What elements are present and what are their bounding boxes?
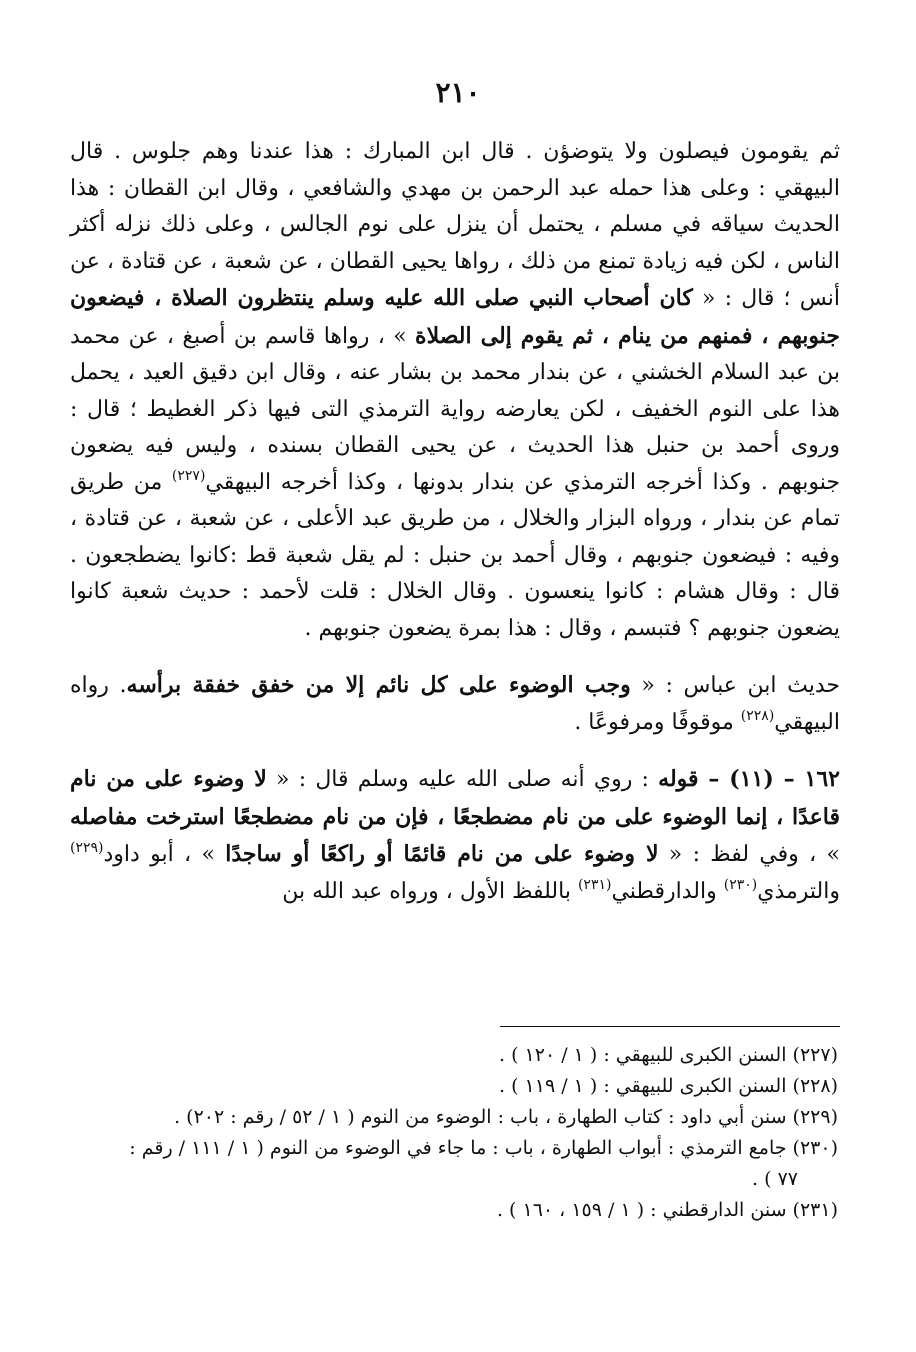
text-run: والدارقطني (611, 878, 724, 904)
footnote-ref-228: (٢٢٨) (740, 707, 775, 724)
footnote-228: (٢٢٨) السنن الكبرى للبيهقي : ( ١ / ١١٩ ) . (499, 1075, 838, 1097)
footnotes (70, 1040, 838, 1226)
text-run: » ، أبو داود (103, 842, 226, 867)
bold-quote: كان أصحاب النبي صلى الله عليه وسلم ينتظرون الصلاة ، فيضعون جنوبهم ، فمنهم من ينام ، ثم يقوم إلى الصلاة (70, 285, 841, 349)
text-run: من طريق تمام عن بندار ، ورواه البزار والخلال ، من طريق عبد الأعلى ، عن شعبة ، عن قتادة ، وفيه : فيضعون جنوبهم ، وقال أحمد بن حنبل : لم يقل شعبة قط :كانوا يضطجعون . قال : وقال هشام : كانوا ينعسون . وقال الخلال : قلت لأحمد : حديث شعبة كانوا يضعون جنوبهم ؟ فتبسم ، وقال : هذا بمرة يضعون جنوبهم . (70, 469, 840, 641)
footnote-ref-231: (٢٣١) (577, 876, 612, 893)
paragraph-1 (70, 134, 840, 647)
footnote-230: (٢٣٠) جامع الترمذي : أبواب الطهارة ، باب : ما جاء في الوضوء من النوم ( ١ / ١١١ / رقم : (129, 1137, 838, 1159)
text-run: والترمذي (757, 878, 840, 904)
footnote-separator (500, 1026, 840, 1027)
text-run: باللفظ الأول ، ورواه عبد الله بن (282, 878, 578, 904)
paragraph-2 (70, 667, 840, 741)
footnote-230-continued: ٧٧ ) . (752, 1168, 798, 1190)
main-text (70, 134, 840, 910)
text-run: » ، رواها قاسم بن أصبغ ، عن محمد بن عبد السلام الخشني ، عن بندار محمد بن بشار عنه ، وقال ابن دقيق العيد ، يحمل هذا على النوم الخفيف ، لكن يعارضه رواية الترمذي التى فيها ذكر الغطيط ؛ قال : وروى أحمد بن حنبل هذا الحديث ، عن يحيى القطان بسنده ، وليس فيه يضعون جنوبهم . وكذا أخرجه الترمذي عن بندار بدونها ، وكذا أخرجه البيهقي (70, 323, 841, 495)
text-run: ثم يقومون فيصلون ولا يتوضؤن . قال ابن المبارك : هذا عندنا وهم جلوس . قال البيهقي : وعلى هذا حمله عبد الرحمن بن مهدي والشافعي ، وقال ابن القطان : هذا الحديث سياقه في مسلم ، يحتمل أن ينزل على نوم الجالس ، وعلى ذلك نزله أكثر الناس ، لكن فيه زيادة تمنع من ذلك ، رواها يحيى القطان ، عن شعبة ، عن قتادة ، عن أنس ؛ قال : « (70, 139, 840, 311)
page-number: ٢١٠ (435, 76, 481, 109)
footnote-231: (٢٣١) سنن الدارقطني : ( ١ / ١٥٩ ، ١٦٠ ) . (496, 1199, 838, 1221)
footnote-ref-227: (٢٢٧) (171, 467, 206, 484)
text-run: موقوفًا ومرفوعًا . (574, 709, 741, 735)
entry-number: ١٦٢ – (١١) – قوله (658, 766, 840, 792)
text-run: : روي أنه صلى الله عليه وسلم قال : « (266, 767, 659, 792)
bold-quote: وجب الوضوء على كل نائم إلا من خفق خفقة برأسه (126, 672, 631, 698)
footnote-ref-230: (٢٣٠) (723, 876, 758, 893)
paragraph-3 (70, 761, 840, 910)
bold-quote: لا وضوء على من نام قائمًا أو راكعًا أو ساجدًا (225, 841, 659, 867)
footnote-227: (٢٢٧) السنن الكبرى للبيهقي : ( ١ / ١٢٠ ) . (499, 1044, 838, 1066)
footnote-ref-229: (٢٢٩) (70, 840, 104, 856)
text-run: . رواه البيهقي (70, 673, 840, 735)
text-run: حديث ابن عباس : « (630, 673, 840, 698)
footnote-229: (٢٢٩) سنن أبي داود : كتاب الطهارة ، باب : الوضوء من النوم ( ١ / ٥٢ / رقم : ٢٠٢) . (174, 1106, 838, 1128)
bold-quote: لا وضوء على من نام قاعدًا ، إنما الوضوء على من نام مضطجعًا ، فإن من نام مضطجعًا استرخت مفاصله (70, 766, 840, 830)
text-run: » ، وفي لفظ : « (658, 842, 840, 867)
